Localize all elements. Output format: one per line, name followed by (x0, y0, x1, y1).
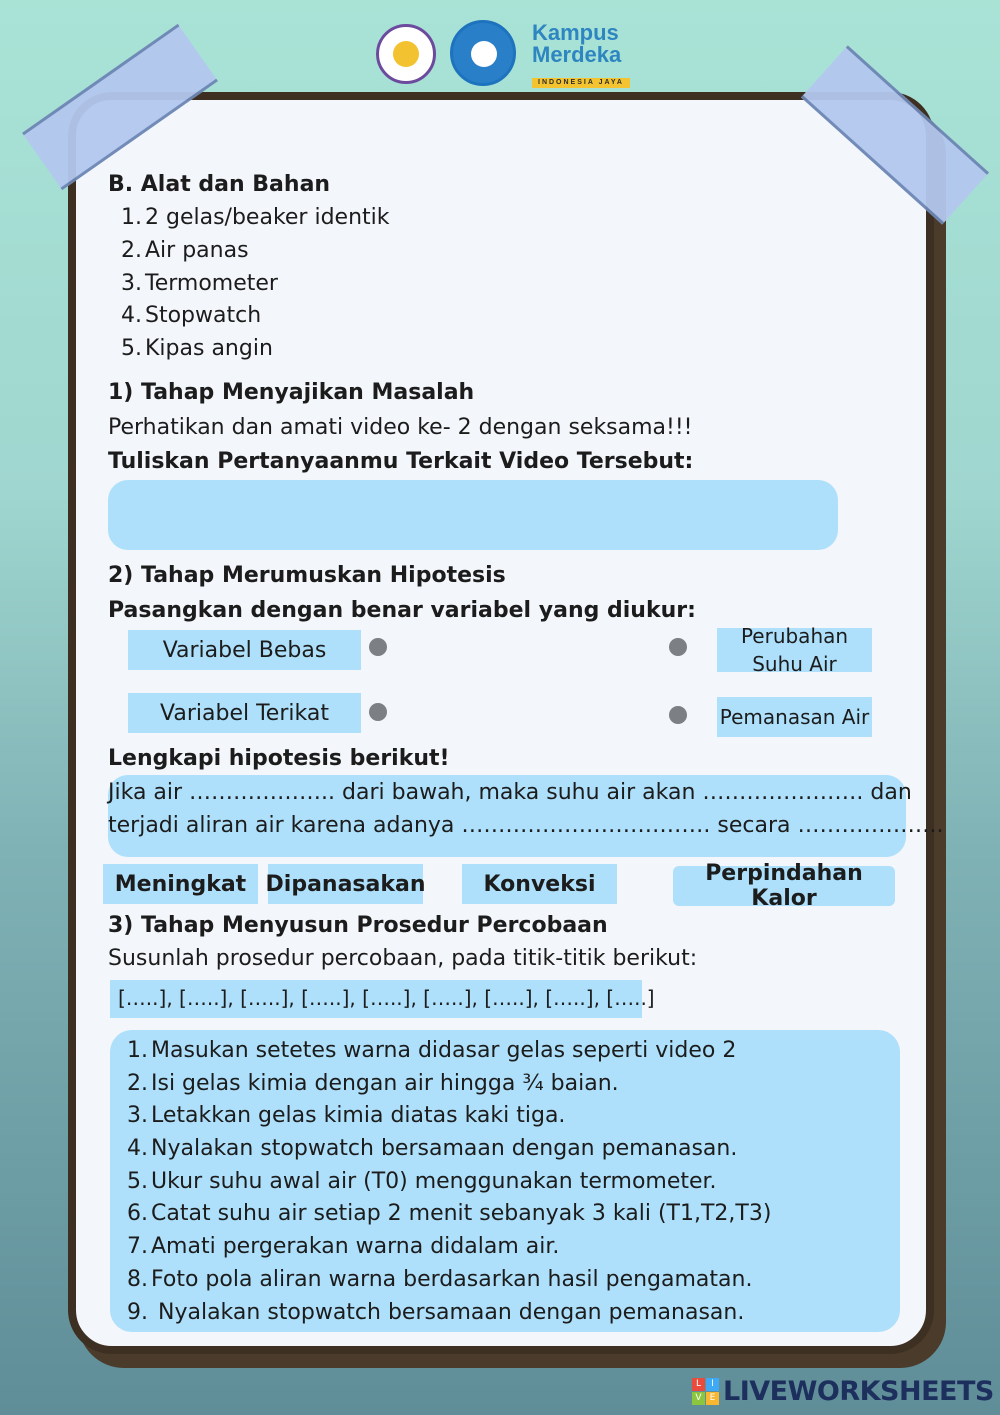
word-chip-dipanasakan[interactable]: Dipanasakan (268, 864, 423, 904)
procedure-item: 2. Isi gelas kimia dengan air hingga ¾ baian. (127, 1071, 619, 1096)
section-b-title: B. Alat dan Bahan (108, 172, 331, 197)
hypothesis-line-1: Jika air ……………….. dari bawah, maka suhu air akan …………………. dan (108, 780, 912, 805)
tool-item: 4. Stopwatch (121, 303, 262, 328)
pemanasan-air-box: Pemanasan Air (717, 697, 872, 737)
step2-title: 2) Tahap Merumuskan Hipotesis (108, 563, 506, 588)
liveworksheets-brand-text: LIVEWORKSHEETS (723, 1375, 994, 1407)
tool-item: 5. Kipas angin (121, 336, 273, 361)
step1-title: 1) Tahap Menyajikan Masalah (108, 380, 475, 405)
step3-instruction: Susunlah prosedur percobaan, pada titik-titik berikut: (108, 946, 698, 971)
liveworksheets-icon: L I V E (692, 1378, 719, 1405)
word-chip-meningkat[interactable]: Meningkat (103, 864, 258, 904)
tool-item: 1. 2 gelas/beaker identik (121, 205, 390, 230)
variable-bebas-box: Variabel Bebas (128, 630, 361, 670)
procedure-item: 3. Letakkan gelas kimia diatas kaki tiga. (127, 1103, 566, 1128)
tool-item: 2. Air panas (121, 238, 249, 263)
procedure-item: 9. Nyalakan stopwatch bersamaan dengan pemanasan. (127, 1300, 745, 1325)
procedure-order-blanks[interactable]: […..], […..], […..], […..], […..], […..], […..], […..], […..] (110, 980, 642, 1018)
variable-terikat-box: Variabel Terikat (128, 693, 361, 733)
procedure-item: 1. Masukan setetes warna didasar gelas seperti video 2 (127, 1038, 737, 1063)
question-label: Tuliskan Pertanyaanmu Terkait Video Tersebut: (108, 449, 694, 474)
word-chip-perpindahan-kalor[interactable]: Perpindahan Kalor (673, 866, 895, 906)
kampus-merdeka-logo: Kampus Merdeka INDONESIA JAYA (532, 22, 642, 88)
tut-wuri-handayani-logo-icon (450, 20, 516, 86)
liveworksheets-logo (692, 1373, 994, 1409)
university-logo-icon (376, 24, 436, 84)
procedure-item: 4. Nyalakan stopwatch bersamaan dengan pemanasan. (127, 1136, 738, 1161)
tool-item: 3. Termometer (121, 271, 278, 296)
procedure-item: 5. Ukur suhu awal air (T0) menggunakan termometer. (127, 1169, 717, 1194)
step3-title: 3) Tahap Menyusun Prosedur Percobaan (108, 913, 608, 938)
word-chip-konveksi[interactable]: Konveksi (462, 864, 617, 904)
match-dot-left-1[interactable] (369, 638, 387, 656)
match-dot-right-1[interactable] (669, 638, 687, 656)
procedure-item: 8. Foto pola aliran warna berdasarkan hasil pengamatan. (127, 1267, 753, 1292)
hypothesis-line-2: terjadi aliran air karena adanya ……………………………. secara ……………….. (108, 813, 944, 838)
question-answer-input[interactable] (108, 480, 838, 550)
match-dot-left-2[interactable] (369, 703, 387, 721)
procedure-item: 7. Amati pergerakan warna didalam air. (127, 1234, 560, 1259)
procedure-item: 6. Catat suhu air setiap 2 menit sebanyak 3 kali (T1,T2,T3) (127, 1201, 772, 1226)
step1-instruction: Perhatikan dan amati video ke- 2 dengan seksama!!! (108, 415, 693, 440)
complete-hypothesis-label: Lengkapi hipotesis berikut! (108, 746, 450, 771)
match-instruction: Pasangkan dengan benar variabel yang diukur: (108, 598, 696, 623)
perubahan-suhu-air-box: Perubahan Suhu Air (717, 628, 872, 672)
match-dot-right-2[interactable] (669, 706, 687, 724)
